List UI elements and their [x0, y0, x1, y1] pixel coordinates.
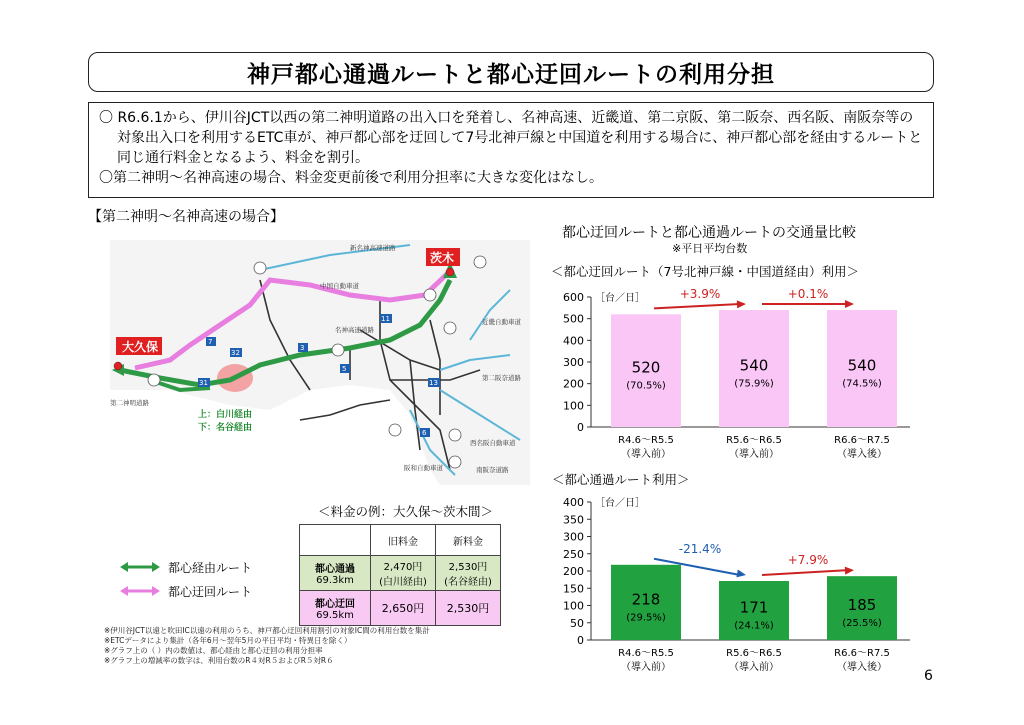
chart-title: 都心迂回ルートと都心通過ルートの交通量比較 — [562, 225, 856, 241]
bar-share-label: (29.5%) — [626, 612, 666, 624]
legend-via-center — [120, 555, 270, 579]
y-tick-label: 50 — [570, 616, 584, 630]
svg-text:32: 32 — [231, 349, 240, 357]
summary-box — [88, 102, 934, 198]
legend-detour — [120, 579, 270, 603]
bar-share-label: (24.1%) — [734, 620, 774, 632]
svg-text:茨木: 茨木 — [430, 251, 455, 265]
chart-note: ※平日平均台数 — [672, 242, 748, 255]
route-note-top: 上：白川経由 — [198, 410, 253, 420]
y-tick-label: 100 — [563, 399, 584, 413]
change-arrow — [654, 304, 740, 308]
y-tick-label: 350 — [563, 513, 584, 527]
fare-col-new: 新料金 — [436, 525, 501, 556]
y-tick-label: 100 — [563, 599, 584, 613]
y-tick-label: 600 — [563, 291, 584, 304]
fare-caption: ＜料金の例：大久保～茨木間＞ — [318, 504, 494, 519]
route-map — [110, 240, 530, 485]
change-label: +7.9% — [787, 553, 829, 568]
svg-text:大久保: 大久保 — [122, 340, 159, 354]
y-tick-label: 150 — [563, 582, 584, 596]
double-arrow-pink-icon — [120, 585, 160, 597]
y-tick-label: 400 — [563, 496, 584, 509]
bar-value-label: 540 — [847, 356, 877, 375]
ibaraki-label — [426, 248, 460, 266]
x-tick-label: R4.6～R5.5 — [618, 435, 674, 446]
svg-text:5: 5 — [342, 365, 347, 373]
bar-share-label: (70.5%) — [626, 380, 666, 392]
x-tick-label: R6.6～R7.5 — [834, 435, 890, 446]
svg-text:3: 3 — [300, 344, 305, 352]
svg-text:6: 6 — [422, 429, 427, 437]
y-tick-label: 200 — [563, 565, 584, 578]
x-tick-sublabel: （導入前） — [729, 662, 779, 673]
svg-text:西名阪自動車道: 西名阪自動車道 — [470, 439, 516, 447]
change-arrowhead — [845, 300, 854, 308]
y-unit-label: ［台／日］ — [595, 293, 645, 304]
bar-value-label: 520 — [631, 358, 661, 377]
y-tick-label: 300 — [563, 356, 584, 369]
double-arrow-green-icon — [120, 561, 160, 573]
map-legend — [120, 555, 270, 611]
okubo-label — [116, 337, 162, 355]
bar-value-label: 218 — [631, 590, 661, 609]
change-arrowhead — [737, 300, 746, 308]
bar-share-label: (75.9%) — [734, 378, 774, 390]
bar-value-label: 540 — [739, 356, 769, 375]
y-tick-label: 500 — [563, 312, 584, 326]
chart1-title: ＜都心迂回ルート（7号北神戸線・中国道経由）利用＞ — [551, 264, 859, 279]
chart2-title: ＜都心通過ルート利用＞ — [552, 472, 690, 487]
legend-detour-label: 都心迂回ルート — [168, 584, 253, 599]
y-tick-label: 0 — [577, 634, 584, 647]
svg-text:31: 31 — [199, 379, 208, 387]
change-label: +3.9% — [679, 287, 721, 301]
y-tick-label: 200 — [563, 377, 584, 391]
y-tick-label: 250 — [563, 547, 584, 561]
x-tick-label: R5.6～R6.5 — [726, 435, 782, 446]
change-arrowhead — [845, 567, 854, 575]
page-title: 神戸都心通過ルートと都心迂回ルートの利用分担 — [247, 61, 775, 88]
change-label: +0.1% — [787, 287, 829, 301]
svg-text:7: 7 — [208, 338, 213, 346]
section-label: 【第二神明～名神高速の場合】 — [88, 209, 284, 225]
change-arrow — [762, 570, 848, 575]
x-tick-label: R6.6～R7.5 — [834, 648, 890, 659]
page-number: 6 — [924, 668, 933, 684]
bar-share-label: (74.5%) — [842, 378, 882, 390]
change-label: -21.4% — [678, 541, 722, 556]
legend-via-center-label: 都心経由ルート — [168, 560, 253, 575]
fare-col-old: 旧料金 — [371, 525, 436, 556]
change-arrowhead — [736, 570, 746, 578]
svg-text:第二神明道路: 第二神明道路 — [110, 399, 149, 407]
svg-text:阪和自動車道: 阪和自動車道 — [404, 464, 443, 472]
footnotes: ※伊川谷JCT以遠と吹田IC以遠の利用のうち、神戸都心迂回利用割引の対象IC間の利用台数を集計 ※ETCデータにより集計（各年6月～翌年5月の平日平均・特異日を除く） ※グラフ上の（ ）内の数値は、都心経由と都心迂回の利用分担率 ※グラフ上の増減率の数字は、利用台数のR４対R５およびR５対R６ — [104, 626, 430, 665]
svg-text:名神高速道路: 名神高速道路 — [335, 326, 374, 334]
x-tick-sublabel: （導入後） — [837, 449, 887, 460]
y-unit-label: ［台／日］ — [595, 498, 645, 509]
y-tick-label: 400 — [563, 334, 584, 348]
bar-share-label: (25.5%) — [842, 618, 882, 630]
y-tick-label: 300 — [563, 530, 584, 544]
x-tick-sublabel: （導入前） — [621, 662, 671, 673]
bullet-2: 〇第二神明～名神高速の場合、料金変更前後で利用分担率に大きな変化はなし。 — [99, 170, 603, 186]
fare-row-via: 都心通過 69.3km 2,470円 (白川経由) 2,530円 (名谷経由) — [300, 556, 501, 591]
x-tick-label: R5.6～R6.5 — [726, 648, 782, 659]
svg-text:中国自動車道: 中国自動車道 — [320, 282, 359, 290]
bar-value-label: 171 — [739, 598, 769, 617]
x-tick-sublabel: （導入前） — [729, 449, 779, 460]
via-center-chart — [550, 490, 910, 685]
x-tick-label: R4.6～R5.5 — [618, 648, 674, 659]
svg-text:11: 11 — [381, 315, 390, 323]
svg-text:13: 13 — [429, 379, 438, 387]
svg-text:第二阪奈道路: 第二阪奈道路 — [482, 374, 521, 382]
detour-chart — [550, 280, 910, 470]
x-tick-sublabel: （導入後） — [837, 662, 887, 673]
svg-text:新名神高速道路: 新名神高速道路 — [350, 244, 396, 252]
fare-table — [299, 524, 501, 626]
svg-text:南阪奈道路: 南阪奈道路 — [476, 466, 509, 474]
y-tick-label: 0 — [577, 421, 584, 434]
route-note-bottom: 下：名谷経由 — [198, 423, 253, 433]
bullet-1: 〇 R6.6.1から、伊川谷JCT以西の第二神明道路の出入口を発着し、名神高速、近畿道、第二京阪、第二阪奈、西名阪、南阪奈等の対象出入口を利用するETC車が、神戸都心部を迂回して7号北神戸線と中国道を利用する場合に、神戸都心部を経由するルートと同じ通行料金となるよう、料金を割引。 — [99, 110, 923, 166]
fare-row-detour: 都心迂回 69.5km 2,650円 2,530円 — [300, 591, 501, 626]
x-tick-sublabel: （導入前） — [621, 449, 671, 460]
bar-value-label: 185 — [847, 596, 877, 615]
page-title-box — [88, 52, 934, 92]
fare-header-row — [300, 525, 501, 556]
svg-text:近畿自動車道: 近畿自動車道 — [482, 318, 521, 326]
